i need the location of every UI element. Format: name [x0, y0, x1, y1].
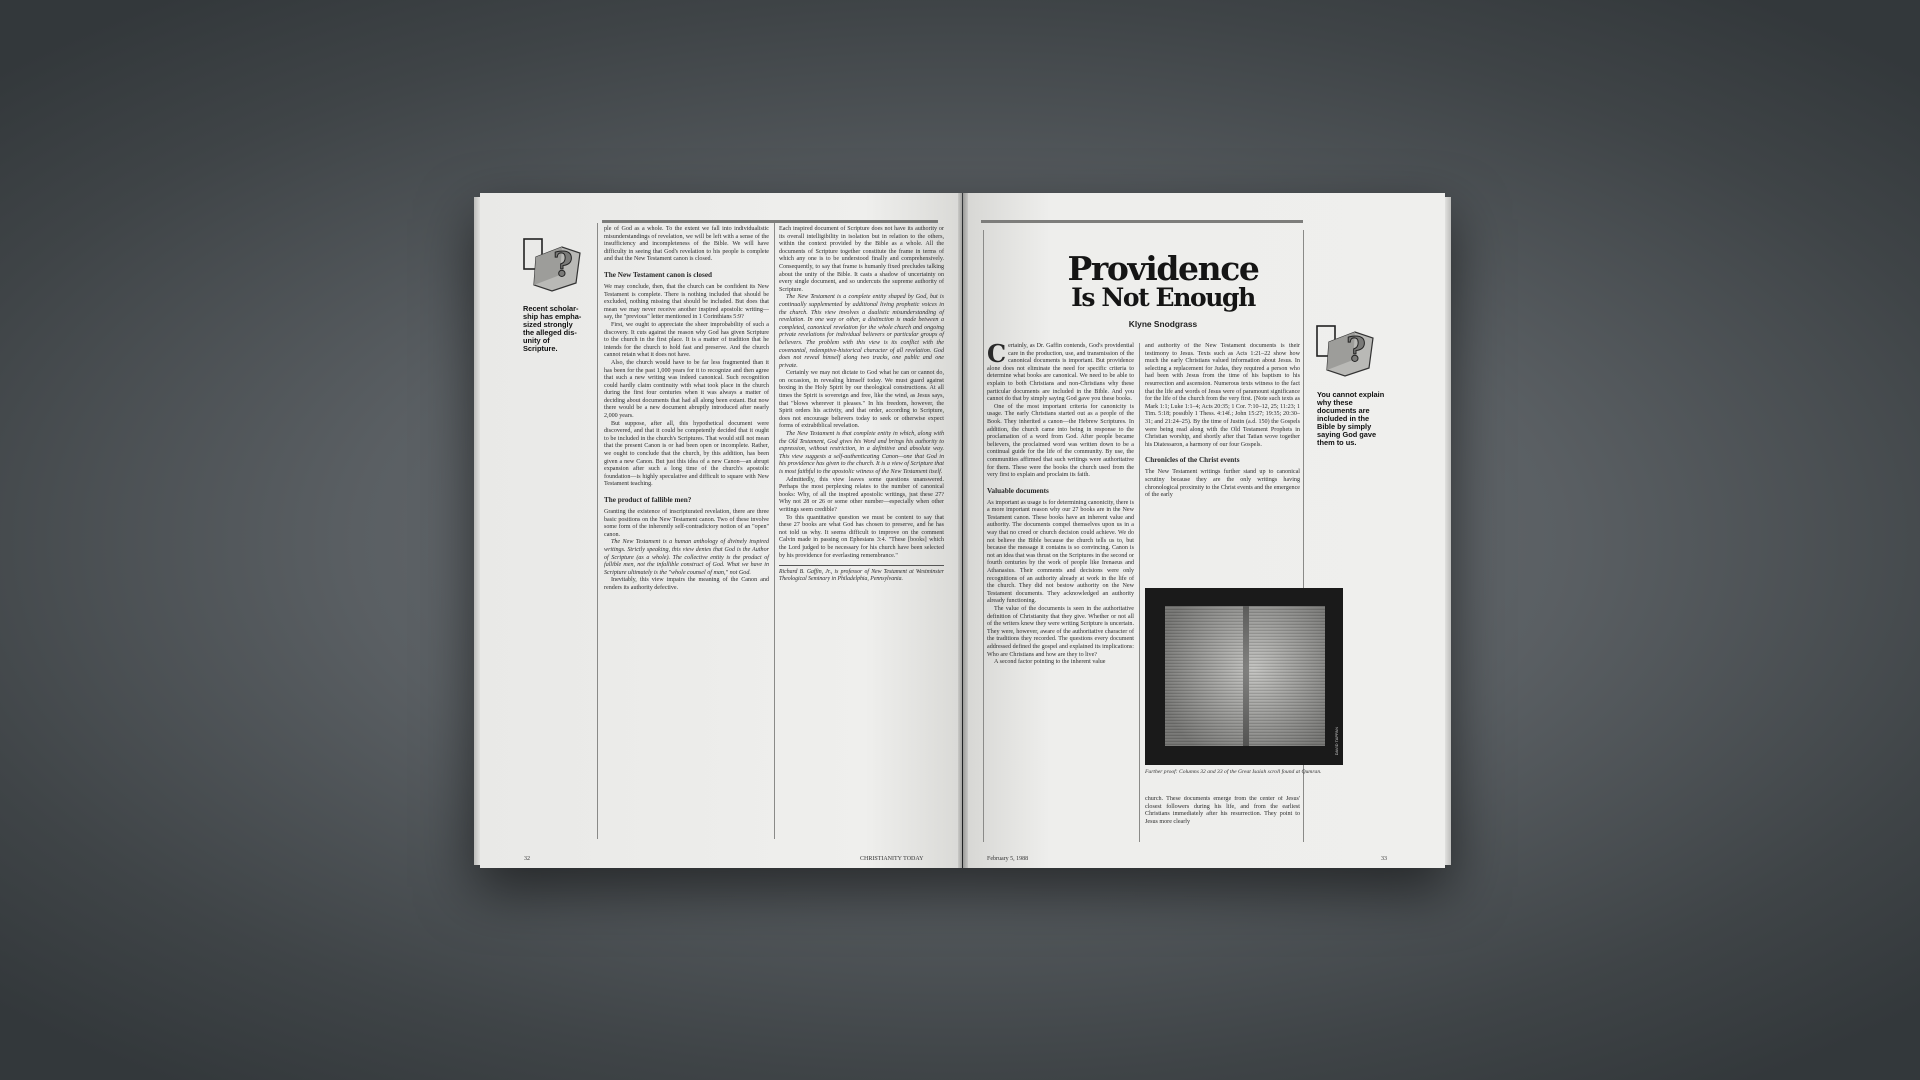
paragraph: One of the most important criteria for canonicity is usage. The early Christians started out as a people of the Book. They inherited a canon—the Hebrew Scriptures. In addition, the church came into being in response to the proclamation of a word from God. After people became believers, the proclaimed word was written down to be a continual guide for the life of the community. By use, the communities affirmed that such writings were authoritative for them. These were the books the church used from the very first to explain and proclaim its faith.	[987, 403, 1134, 479]
svg-text:?: ?	[1346, 330, 1366, 370]
svg-text:?: ?	[553, 245, 573, 285]
right-column-1	[987, 339, 1134, 843]
right-column-2-bottom	[1145, 796, 1300, 842]
photo-caption: Further proof: Columns 32 and 33 of the Great Isaiah scroll found at Qumran.	[1145, 769, 1322, 775]
page-number-left: 32	[524, 856, 530, 862]
pullquote-right: You cannot explain why these documents are included in the Bible by simply saying God gave them to us.	[1317, 390, 1385, 447]
top-rule-right	[981, 220, 1303, 223]
paragraph: First, we ought to appreciate the sheer improbability of such a discovery. It cuts against the reason why God has given Scripture to the church in the first place. It is a matter of tradition that he intends for the church to hold fast and preserve. And the church cannot retain what it does not have.	[604, 321, 769, 359]
article-author: Klyne Snodgrass	[1128, 319, 1198, 329]
paragraph: church. These documents emerge from the center of Jesus' closest followers during his life, and from the earliest Christians immediately after his resurrection. They point to Jesus more clearly	[1145, 796, 1300, 825]
photo-credit: DAVID TAPPAN	[1334, 726, 1339, 755]
issue-date: February 5, 1988	[987, 856, 1029, 862]
left-page	[480, 193, 962, 868]
title-line-1: Providence	[1067, 249, 1259, 288]
right-page	[963, 193, 1445, 868]
paragraph: As important as usage is for determining canonicity, there is a more important reason why our 27 books are in the New Testament canon. These books have an inherent value and authority. The documents compel themselves upon us in a way that no creed or church decision could achieve. We do not believe the Bible because the church tells us to, but because the message it contains is so convincing. Canon is not an idea that was thrust on the Scriptures in the second or fourth centuries by the work of people like Irenaeus and Athanasius. Their comments and decisions were only recognitions of an authority already at work in the life of the church. They did not bestow authority on the New Testament documents. They acknowledged an authority already functioning.	[987, 499, 1134, 605]
magazine-spread	[480, 193, 1445, 868]
paragraph: The value of the documents is seen in the authoritative definition of Christianity that they give. Whether or not all of the writers knew they were writing Scripture is uncertain. They were, however, aware of the authoritative character of the traditions they recorded. The questions every document addressed defined the gospel and explained its implications: Who are Christians and how are they to live?	[987, 606, 1134, 658]
title-line-2: Is Not Enough	[1071, 283, 1255, 312]
column-divider-left-1	[597, 223, 598, 839]
author-byline: Richard B. Gaffin, Jr., is professor of New Testament at Westminster Theological Seminary in Philadelphia, Pennsylvania.	[779, 565, 944, 583]
paragraph: Each inspired document of Scripture does not have its authority or its overall intelligibility in isolation but in relation to the others, within the context provided by the Bible as a whole. All the documents of Scripture together constitute the frame in terms of which any one is to be understood finally and comprehensively. Consequently, to say that frame is humanly fixed precludes talking about the unity of the Bible. It casts a shadow of uncertainty on every single document, and so undercuts the supreme authority of Scripture.	[779, 226, 944, 293]
paragraph: The New Testament is that complete entity in which, along with the Old Testament, God gives his Word and brings his authority to expression, without restriction, in a definitive and absolute way. This view suggests a self-authenticating Canon—one that God in his providence has given to the church. It is a view of Scripture that is most faithful to the apostolic witness of the New Testament itself.	[779, 431, 944, 475]
page-number-right: 33	[1381, 856, 1387, 862]
paragraph: The New Testament is a complete entity shaped by God, but is continually supplemented by additional living prophetic voices in the church. This view involves a dualistic misunderstanding of revelation. In one way or other, a distinction is made between a completed, canonical revelation for the whole church and ongoing private revelations for individual believers or particular groups of believers. The problem with this view is its conflict with the covenantal, redemptive-historical character of all revelation. God does not reveal himself along two tracks, one public and one private.	[779, 294, 944, 369]
paragraph: The New Testament is a human anthology of divinely inspired writings. Strictly speaking, this view denies that God is the Author of Scripture (as a whole). The collective entity is the product of fallible men, not the infallible construct of God. What we have in Scripture ultimately is the "whole counsel of man," not God.	[604, 539, 769, 576]
subhead-chronicles: Chronicles of the Christ events	[1145, 456, 1240, 465]
question-mark-book-icon	[1315, 318, 1379, 382]
left-column-1	[604, 226, 769, 838]
publication-name: CHRISTIANITY TODAY	[860, 856, 924, 862]
page-edge-right	[1445, 197, 1451, 865]
subhead-valuable-documents: Valuable documents	[987, 486, 1049, 495]
paragraph: and authority of the New Testament documents is their testimony to Jesus. Texts such as Acts 1:21–22 show how much the early Christians valued information about Jesus. In selecting a replacement for Judas, they required a person who had been with Jesus from the time of his baptism to his resurrection and ascension. Numerous texts witness to the fact that the life and words of Jesus were of paramount significance for the life of the church from the very first. (Note such texts as Mark 1:1; Luke 1:1–4; Acts 20:35; 1 Cor. 7:10–12, 25; 11:23; 1 Tim. 5:18; possibly 1 Thess. 4:14f.; John 15:27; 19:35; 20:30–31; and 21:24–25). By the time of Justin (a.d. 150) the Gospels were being read along with the Old Testament Prophets in Christian worship, and shortly after that Tatian wove together his Diatessaron, a harmony of our four Gospels.	[1145, 343, 1300, 448]
column-divider-right-1	[983, 230, 984, 842]
right-column-2-top	[1145, 343, 1300, 583]
column-divider-left-2	[774, 223, 775, 839]
paragraph: A second factor pointing to the inherent value	[994, 659, 1106, 666]
isaiah-scroll-photo	[1145, 588, 1343, 765]
column-divider-right-2	[1139, 343, 1140, 842]
photo-shading	[1165, 606, 1325, 746]
paragraph-opening	[987, 339, 1134, 404]
paragraph-text: ertainly, as Dr. Gaffin contends, God's providential care in the production, use, and transmission of the canonical documents is important. But providence alone does not eliminate the need for specific criteria to determine what books are canonical. We need to be able to explain to both Christians and non-Christians why these particular documents are included in the Bible. And you cannot do that by simply saying God gave you these books.	[987, 343, 1134, 403]
drop-cap: C	[987, 339, 1007, 368]
paragraph: ple of God as a whole. To the extent we fall into individualistic misunderstandings of revelation, we will be left with a sense of the insufficiency and incompleteness of the Bible. We will have difficulty in seeing that God's revelation to his people is complete and that the New Testament canon is closed.	[604, 226, 769, 263]
book-gutter	[958, 193, 968, 868]
paragraph: Also, the church would have to be far less fragmented than it has been for the past 1,000 years for it to recognize and then agree that such a new writing was indeed canonical. Such recognition could hardly claim continuity with what took place in the church during the first four centuries when it was always a matter of deciding about documents that had all along been extant. But now there would be a new document abruptly introduced after nearly 2,000 years.	[604, 359, 769, 420]
article-title	[1033, 249, 1293, 312]
subhead-fallible-men: The product of fallible men?	[604, 496, 692, 504]
left-column-2	[779, 226, 944, 838]
paragraph: But suppose, after all, this hypothetical document were discovered, and that it could be competently decided that it ought to be included in the church's Scriptures. That would still not mean that the present Canon is or had been open or incomplete. Rather, we ought to conclude that the church, by this addition, has been given a new Canon. But just this idea of a new Canon—an abrupt expansion after such a long time of the church's apostolic foundation—is highly speculative and difficult to square with New Testament teaching.	[604, 420, 769, 488]
subhead-canon-closed: The New Testament canon is closed	[604, 270, 713, 279]
paragraph: Granting the existence of inscripturated revelation, there are three basic positions on the New Testament canon. Two of these involve some form of the inherently self-contradictory notion of an "open" canon.	[604, 509, 769, 538]
paragraph: We may conclude, then, that the church can be confident its New Testament is complete. There is nothing included that should be excluded, nothing missing that should be included. But does that mean we may never receive another inspired apostolic writing—say, the "previous" letter mentioned in 1 Corinthians 5:9?	[604, 283, 769, 321]
paragraph: Certainly we may not dictate to God what he can or cannot do, on occasion, in revealing himself today. We must guard against boxing in the Holy Spirit by our theological constructions. At all times the Spirit is sovereign and free, like the wind, as Jesus says, that "blows wherever it pleases." In his freedom, however, the Spirit orders his activity, and that order, according to Scripture, does not encourage believers today to seek or otherwise expect forms of extrabiblical revelation.	[779, 370, 944, 430]
paragraph: The New Testament writings further stand up to canonical scrutiny because they are the only writings having chronological proximity to the Christ events and the emergence of the early	[1145, 469, 1300, 499]
question-mark-book-icon	[522, 233, 586, 297]
paragraph: Admittedly, this view leaves some questions unanswered. Perhaps the most perplexing relates to the number of canonical books: Why, of all the inspired apostolic writings, just these 27? Why not 28 or 26 or some other number—especially when other writings seem credible?	[779, 476, 944, 513]
paragraph: Inevitably, this view impairs the meaning of the Canon and renders its authority defective.	[604, 577, 769, 591]
top-rule-left	[602, 220, 938, 223]
pullquote-left: Recent scholar-ship has empha-sized strongly the alleged dis-unity of Scripture.	[523, 304, 582, 353]
paragraph: To this quantitative question we must be content to say that these 27 books are what God has chosen to preserve, and he has not told us why. It seems difficult to improve on the comment Calvin made in passing on Ephesians 3:4. "These [books] which the Lord judged to be necessary for his church have been selected by his providence for everlasting remembrance."	[779, 514, 944, 559]
